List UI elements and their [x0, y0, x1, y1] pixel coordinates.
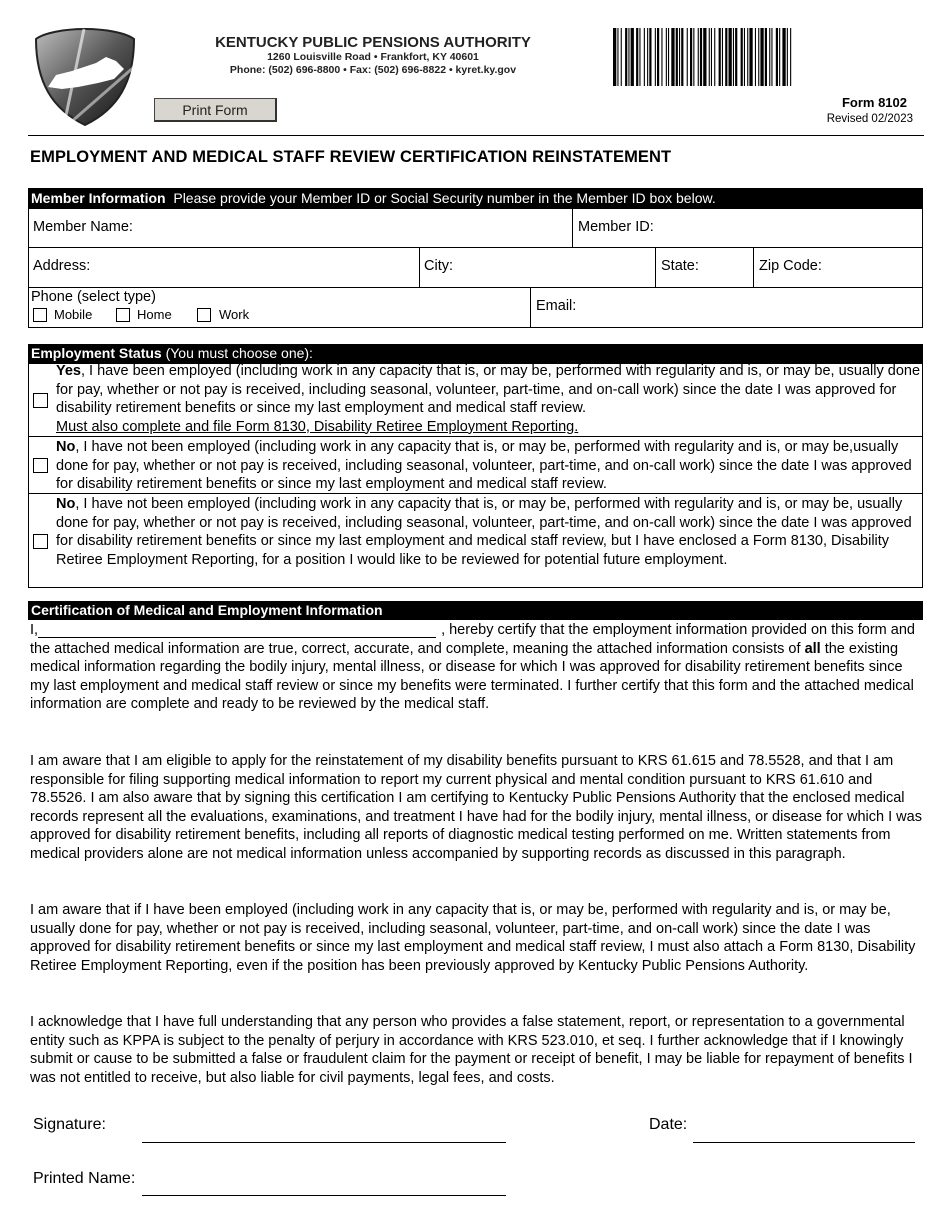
col-divider: [655, 247, 656, 288]
zip-code-field[interactable]: Zip Code:: [759, 258, 822, 274]
phone-mobile-checkbox[interactable]: [33, 308, 47, 322]
barcode-bar: [725, 28, 727, 86]
date-line[interactable]: [693, 1142, 915, 1143]
certification-paragraph-4: I acknowledge that I have full understanding that any person who provides a false statement, report, or representation to a governmental entity such as KPPA is subject to the penalty of perjury in accordance with KRS 523.010, et seq. I further acknowledge that if I knowingly submit or cause to be submitted a false or fraudulent claim for the payment or receipt of benefit, I may be liable for repayment of benefits I was not entitled to receive, but also liable for civil payments, legal fees, and costs.: [30, 1014, 913, 1086]
barcode-bar: [719, 28, 721, 86]
barcode-bar: [679, 28, 680, 86]
member-name-field[interactable]: Member Name:: [33, 219, 133, 235]
status-not-employed-checkbox[interactable]: [33, 458, 48, 473]
barcode-bar: [644, 28, 645, 86]
kppa-logo: [34, 27, 136, 127]
signature-line[interactable]: [142, 1142, 506, 1143]
barcode-bar: [687, 28, 688, 86]
barcode: [613, 28, 923, 86]
option-text: , I have been employed (including work in any capacity that is, or may be, performed with regularity and is, or may be, usually done for pay, whether or not pay is received, including seasonal, volunteer, part-time, and on-call work) since the date I was approved for disability retirement benefits or since my last employment and medical staff review.: [56, 363, 921, 416]
barcode-bar: [765, 28, 767, 86]
signature-label: Signature:: [33, 1116, 106, 1133]
col-divider: [753, 247, 754, 288]
barcode-bar: [722, 28, 723, 86]
barcode-bar: [733, 28, 734, 86]
barcode-bar: [729, 28, 732, 86]
barcode-bar: [790, 28, 791, 86]
barcode-bar: [711, 28, 712, 86]
member-info-instruction: Please provide your Member ID or Social Security number in the Member ID box below.: [173, 190, 716, 206]
barcode-bar: [747, 28, 748, 86]
status-option-no: [56, 438, 922, 494]
status-option-no-with-8130: [56, 495, 922, 569]
phone-work-checkbox[interactable]: [197, 308, 211, 322]
barcode-bar: [735, 28, 737, 86]
barcode-bar: [698, 28, 699, 86]
member-info-heading: Member Information: [31, 190, 166, 206]
print-form-button[interactable]: Print Form: [154, 98, 277, 122]
barcode-bar: [625, 28, 627, 86]
barcode-bar: [681, 28, 683, 86]
barcode-bar: [771, 28, 772, 86]
page-title: EMPLOYMENT AND MEDICAL STAFF REVIEW CERTIFICATION REINSTATEMENT: [30, 148, 672, 166]
barcode-bar: [693, 28, 694, 86]
barcode-bar: [671, 28, 674, 86]
barcode-bar: [776, 28, 778, 86]
option-lead: No: [56, 439, 76, 455]
city-field[interactable]: City:: [424, 258, 453, 274]
cert-text: I,: [30, 622, 39, 638]
org-address: 1260 Louisville Road • Frankfort, KY 40601: [267, 51, 479, 63]
cert-text-bold: all: [804, 640, 821, 657]
certification-paragraph-1: [30, 621, 925, 714]
certification-header: [28, 601, 923, 620]
barcode-bar: [787, 28, 788, 86]
phone-home-label: Home: [137, 307, 172, 322]
barcode-bar: [668, 28, 669, 86]
option-text: , I have not been employed (including work in any capacity that is, or may be, performed with regularity and is, or may be, usually done for pay, whether or not pay is received, including seasonal, volunteer, part-time, and on-call work) since the date I was approved for disability retirement benefits or since my last employment and medical staff review, but I have enclosed a Form 8130, Disability Retiree Employment Reporting, for a position I would like to be reviewed for potential future employment.: [56, 496, 912, 568]
barcode-bar: [758, 28, 759, 86]
option-lead: No: [56, 496, 76, 512]
phone-home-checkbox[interactable]: [116, 308, 130, 322]
barcode-bar: [714, 28, 715, 86]
barcode-bar: [749, 28, 752, 86]
barcode-bar: [676, 28, 678, 86]
cert-text: , hereby certify that the employment information provided on this form and the attached medical information are true, correct, accurate, and complete, meaning the attached information consists of: [30, 622, 915, 657]
org-name: KENTUCKY PUBLIC PENSIONS AUTHORITY: [215, 34, 531, 51]
printed-name-label: Printed Name:: [33, 1170, 136, 1187]
status-not-employed-with-8130-checkbox[interactable]: [33, 534, 48, 549]
date-label: Date:: [649, 1116, 688, 1133]
barcode-bar: [657, 28, 659, 86]
cert-text: the existing medical information regarding the bodily injury, mental illness, or disease for which I was approved for disability retirement benefits since my last employment and medical staff review or since my benefits were terminated. I further certify that this form and the attached medical information are complete and ready to be reviewed by the medical staff.: [30, 640, 914, 713]
col-divider: [530, 287, 531, 328]
employment-status-note: (You must choose one):: [165, 345, 313, 361]
phone-type-label: Phone (select type): [31, 289, 156, 305]
member-info-header: [28, 188, 923, 208]
employment-status-heading: Employment Status: [31, 345, 162, 361]
barcode-bar: [760, 28, 763, 86]
barcode-bar: [744, 28, 745, 86]
barcode-bar: [782, 28, 785, 86]
employment-status-header: [28, 344, 923, 363]
row-divider: [28, 247, 923, 248]
printed-name-line[interactable]: [142, 1195, 506, 1196]
barcode-bar: [703, 28, 706, 86]
address-field[interactable]: Address:: [33, 258, 91, 274]
status-yes-employed-checkbox[interactable]: [33, 393, 48, 408]
certification-heading: Certification of Medical and Employment Information: [31, 602, 383, 618]
barcode-bar: [649, 28, 651, 86]
form-8130-note: Must also complete and file Form 8130, Disability Retiree Employment Reporting.: [56, 418, 579, 435]
barcode-bar: [661, 28, 662, 86]
status-option-yes: [56, 362, 922, 436]
barcode-bar: [628, 28, 629, 86]
email-field[interactable]: Email:: [536, 298, 577, 314]
certification-paragraph-3: I am aware that if I have been employed (including work in any capacity that is, or may be, performed with regularity and is, or may be, usually done for pay, whether or not pay is received, including seasonal, volunteer, part-time, and on-call work) since the date I was approved for disability retirement benefits or since my last employment and medical staff review, I must also attach a Form 8130, Disability Retiree Employment Reporting, even if the position has been previously approved by Kentucky Public Pensions Authority.: [30, 902, 916, 974]
col-divider: [572, 208, 573, 248]
barcode-bar: [639, 28, 640, 86]
state-field[interactable]: State:: [661, 258, 699, 274]
header-divider: [28, 135, 924, 136]
option-text: , I have not been employed (including work in any capacity that is, or may be, performed with regularity and is, or may be,usually done for pay, whether or not pay is received, including seasonal, volunteer, part-time, and on-call work) since the date I was approved for disability retirement benefits or since my last employment and medical staff review.: [56, 439, 912, 492]
barcode-bar: [655, 28, 656, 86]
barcode-bar: [709, 28, 710, 86]
barcode-bar: [621, 28, 622, 86]
barcode-bar: [690, 28, 692, 86]
member-id-field[interactable]: Member ID:: [578, 219, 654, 235]
option-lead: Yes: [56, 363, 81, 379]
phone-work-label: Work: [219, 307, 250, 322]
row-divider: [28, 287, 923, 288]
barcode-bar: [769, 28, 770, 86]
barcode-bar: [617, 28, 618, 86]
phone-mobile-label: Mobile: [54, 307, 93, 322]
form-number: Form 8102: [841, 95, 907, 110]
barcode-bar: [700, 28, 702, 86]
barcode-bar: [647, 28, 648, 86]
barcode-bar: [666, 28, 667, 86]
col-divider: [419, 247, 420, 288]
barcode-bar: [755, 28, 756, 86]
barcode-bar: [636, 28, 638, 86]
barcode-bar: [613, 28, 616, 86]
barcode-bar: [779, 28, 780, 86]
revised-date: Revised 02/2023: [826, 113, 913, 125]
barcode-bar: [741, 28, 743, 86]
row-divider: [28, 436, 923, 437]
org-contact: Phone: (502) 696-8800 • Fax: (502) 696-8822 • kyret.ky.gov: [229, 64, 517, 76]
barcode-bar: [631, 28, 634, 86]
certification-paragraph-2: I am aware that I am eligible to apply for the reinstatement of my disability benefits pursuant to KRS 61.615 and 78.5528, and that I am responsible for filing supporting medical information to report my current physical and mental condition pursuant to KRS 61.610 and 78.5526. I am also aware that by signing this certification I am certifying to Kentucky Public Pensions Authority that the enclosed medical records represent all the evaluations, examinations, and treatment I have had for the bodily injury, mental illness, or disease for which I was approved for disability retirement benefits, including all reports of diagnostic medical testing performed on me. Written statements from medical providers alone are not medical information unless accompanied by supporting records as discussed in this paragraph.: [30, 753, 922, 862]
